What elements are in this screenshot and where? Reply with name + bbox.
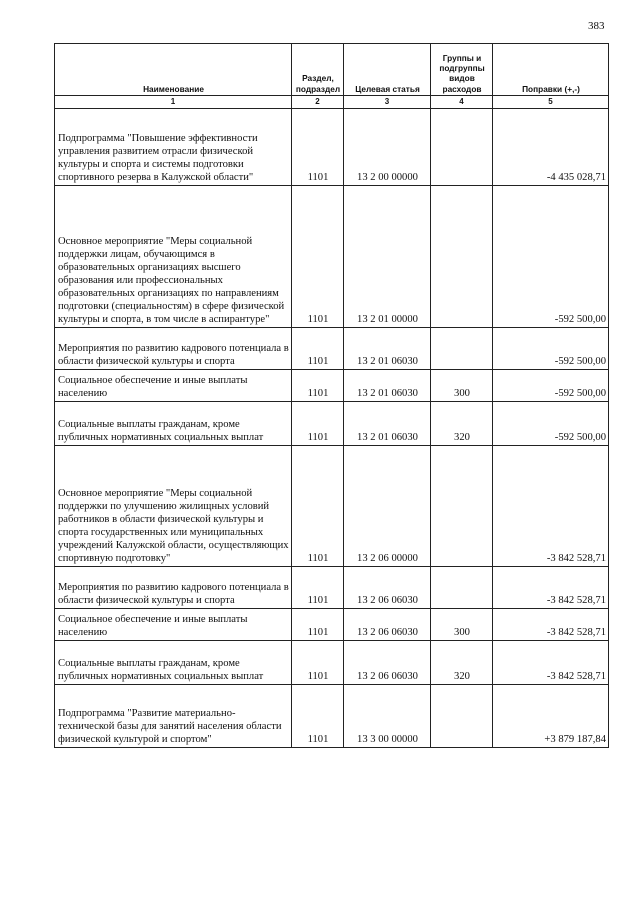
- column-number: 2: [292, 96, 344, 109]
- row-amount: -592 500,00: [493, 370, 609, 402]
- row-section: 1101: [292, 109, 344, 186]
- row-section: 1101: [292, 685, 344, 748]
- row-group: [431, 328, 493, 370]
- row-amount: -4 435 028,71: [493, 109, 609, 186]
- row-group: [431, 685, 493, 748]
- row-amount: -592 500,00: [493, 186, 609, 328]
- row-name: Основное мероприятие "Меры социальной поддержки по улучшению жилищных условий работников в области физической культуры и спорта государственных или муниципальных учреждений Калужской области, осуществляющих спортивную подготовку": [55, 446, 292, 567]
- row-group: [431, 567, 493, 609]
- row-target: 13 2 01 06030: [344, 370, 431, 402]
- table-row: [55, 402, 609, 446]
- row-section: 1101: [292, 567, 344, 609]
- row-amount: -3 842 528,71: [493, 567, 609, 609]
- table-row: [55, 186, 609, 328]
- row-name: Подпрограмма "Развитие материально-технической базы для занятий населения области физической культурой и спортом": [55, 685, 292, 748]
- row-group: 320: [431, 402, 493, 446]
- row-target: 13 2 01 00000: [344, 186, 431, 328]
- row-target: 13 2 06 06030: [344, 641, 431, 685]
- header-target-article: Целевая статья: [344, 44, 431, 96]
- row-group: 320: [431, 641, 493, 685]
- row-section: 1101: [292, 328, 344, 370]
- row-target: 13 2 01 06030: [344, 328, 431, 370]
- row-amount: -592 500,00: [493, 402, 609, 446]
- table-header-row: [55, 44, 609, 96]
- table-row: [55, 609, 609, 641]
- row-group: [431, 186, 493, 328]
- row-section: 1101: [292, 641, 344, 685]
- table-row: [55, 370, 609, 402]
- row-group: 300: [431, 370, 493, 402]
- table-row: [55, 685, 609, 748]
- row-section: 1101: [292, 609, 344, 641]
- table-row: [55, 567, 609, 609]
- row-target: 13 2 00 00000: [344, 109, 431, 186]
- column-number: 1: [55, 96, 292, 109]
- row-name: Подпрограмма "Повышение эффективности управления развитием отрасли физической культуры и спорта и системы подготовки спортивного резерва в Калужской области": [55, 109, 292, 186]
- row-name: Мероприятия по развитию кадрового потенциала в области физической культуры и спорта: [55, 567, 292, 609]
- table-row: [55, 109, 609, 186]
- row-amount: -3 842 528,71: [493, 641, 609, 685]
- header-section: Раздел, подраздел: [292, 44, 344, 96]
- column-number: 5: [493, 96, 609, 109]
- row-section: 1101: [292, 402, 344, 446]
- row-target: 13 3 00 00000: [344, 685, 431, 748]
- row-target: 13 2 06 06030: [344, 609, 431, 641]
- row-group: [431, 446, 493, 567]
- row-section: 1101: [292, 370, 344, 402]
- table-row: [55, 641, 609, 685]
- row-name: Мероприятия по развитию кадрового потенциала в области физической культуры и спорта: [55, 328, 292, 370]
- row-name: Социальные выплаты гражданам, кроме публичных нормативных социальных выплат: [55, 641, 292, 685]
- row-target: 13 2 06 06030: [344, 567, 431, 609]
- column-number-row: [55, 96, 609, 109]
- table-row: [55, 328, 609, 370]
- row-amount: +3 879 187,84: [493, 685, 609, 748]
- row-group: [431, 109, 493, 186]
- row-amount: -592 500,00: [493, 328, 609, 370]
- row-target: 13 2 06 00000: [344, 446, 431, 567]
- row-amount: -3 842 528,71: [493, 609, 609, 641]
- row-name: Основное мероприятие "Меры социальной поддержки лицам, обучающимся в образовательных организациях высшего образования или профессиональных образовательных организациях по направлениям подготовки (специальностям) в сфере физической культуры и спорта, в том числе в аспирантуре": [55, 186, 292, 328]
- row-section: 1101: [292, 186, 344, 328]
- page-number: 383: [588, 20, 605, 32]
- row-section: 1101: [292, 446, 344, 567]
- column-number: 3: [344, 96, 431, 109]
- header-name: Наименование: [55, 44, 292, 96]
- row-group: 300: [431, 609, 493, 641]
- header-amendments: Поправки (+,-): [493, 44, 609, 96]
- row-name: Социальное обеспечение и иные выплаты населению: [55, 370, 292, 402]
- row-name: Социальные выплаты гражданам, кроме публичных нормативных социальных выплат: [55, 402, 292, 446]
- row-amount: -3 842 528,71: [493, 446, 609, 567]
- budget-table: [54, 43, 609, 748]
- header-expense-groups: Группы и подгруппы видов расходов: [431, 44, 493, 96]
- table-row: [55, 446, 609, 567]
- column-number: 4: [431, 96, 493, 109]
- row-name: Социальное обеспечение и иные выплаты населению: [55, 609, 292, 641]
- row-target: 13 2 01 06030: [344, 402, 431, 446]
